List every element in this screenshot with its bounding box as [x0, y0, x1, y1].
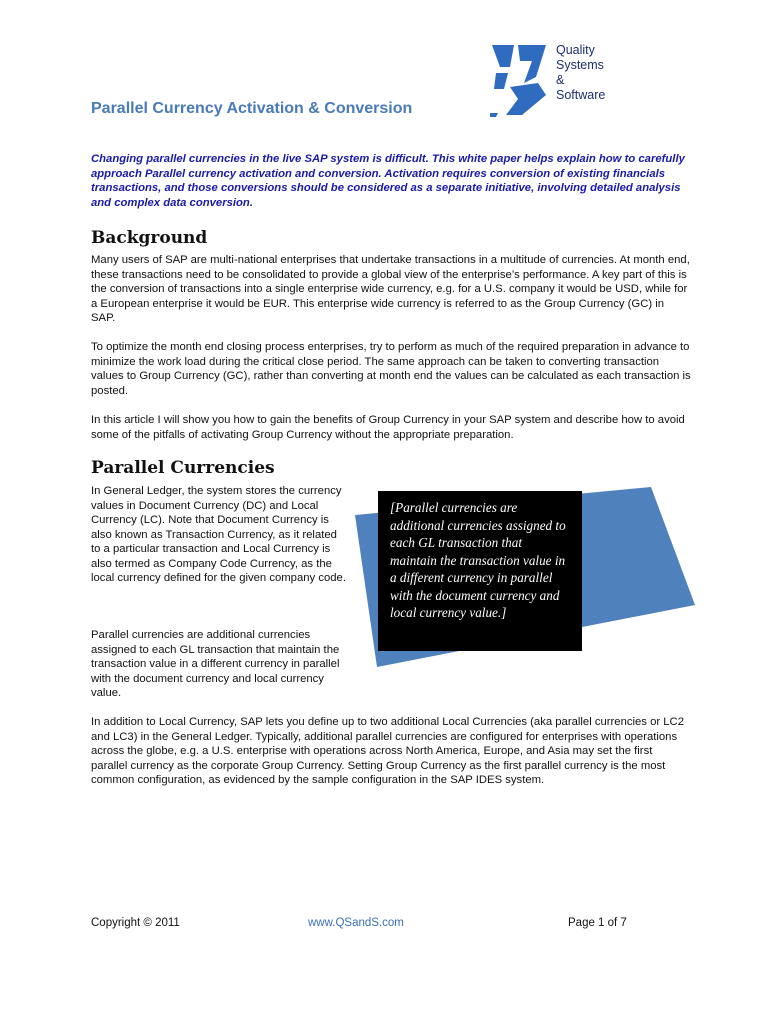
logo-wordmark: [556, 43, 605, 103]
pullquote-box: [378, 491, 582, 651]
footer-page-number: Page 1 of 7: [568, 917, 627, 929]
footer-copyright: Copyright © 2011: [91, 917, 180, 929]
document-title: Parallel Currency Activation & Conversion: [91, 100, 413, 117]
parallel-paragraph-2: Parallel currencies are additional currencies assigned to each GL transaction that maintain the transaction value in a different currency in parallel with the document currency and local currency value.: [91, 629, 340, 699]
section-heading-parallel-currencies: Parallel Currencies: [91, 458, 275, 478]
parallel-paragraph-1: In General Ledger, the system stores the currency values in Document Currency (DC) and Local Currency (LC). Note that Document Currency is also known as Transaction Currency, as it related to a particular transaction and Local Currency is also termed as Company Code Currency, as the local currency defined for the given company code.: [91, 485, 346, 584]
intro-summary: Changing parallel currencies in the live SAP system is difficult. This white paper helps explain how to carefully approach Parallel currency activation and conversion. Activation requires conversion of existing financials transactions, and those conversions should be considered as a separate initiative, involving detailed analysis and complex data conversion.: [91, 153, 685, 209]
background-paragraph-3: In this article I will show you how to gain the benefits of Group Currency in your SAP system and describe how to avoid some of the pitfalls of activating Group Currency without the appropriate preparation.: [91, 414, 685, 441]
background-paragraph-2: To optimize the month end closing process enterprises, try to perform as much of the required preparation in advance to minimize the work load during the critical close period. The same approach can be taken to converting transaction values to Group Currency (GC), rather than converting at month end the values can be calculated as each transaction is posted.: [91, 341, 691, 397]
qss-logo-icon: [488, 43, 552, 119]
logo-line-ampersand: &: [556, 73, 565, 87]
logo-line-quality: Quality: [556, 43, 595, 57]
logo-line-systems: Systems: [556, 58, 604, 72]
section-heading-background: Background: [91, 228, 208, 248]
parallel-paragraph-3: In addition to Local Currency, SAP lets you define up to two additional Local Currencies (aka parallel currencies or LC2 and LC3) in the General Ledger. Typically, additional parallel currencies are configured for enterprises with operations across the globe, e.g. a U.S. enterprise with operations across North America, Europe, and Asia may set the first parallel currency as the corporate Group Currency. Setting Group Currency as the first parallel currency is the most common configuration, as evidenced by the sample configuration in the SAP IDES system.: [91, 716, 684, 786]
footer-website-link[interactable]: www.QSandS.com: [308, 917, 404, 929]
logo-line-software: Software: [556, 88, 606, 102]
background-paragraph-1: Many users of SAP are multi-national enterprises that undertake transactions in a multitude of currencies. At month end, these transactions need to be consolidated to provide a global view of the enterprise’s performance. A key part of this is the conversion of transactions into a single enterprise wide currency, e.g. for a U.S. company it would be USD, while for a European enterprise it would be EUR. This enterprise wide currency is referred to as the Group Currency (GC) in SAP.: [91, 254, 690, 324]
company-logo: [488, 43, 628, 119]
pullquote-text: [Parallel currencies are additional currencies assigned to each GL transaction that maintain the transaction value in a different currency in parallel with the document currency and local currency value.]: [390, 500, 566, 620]
